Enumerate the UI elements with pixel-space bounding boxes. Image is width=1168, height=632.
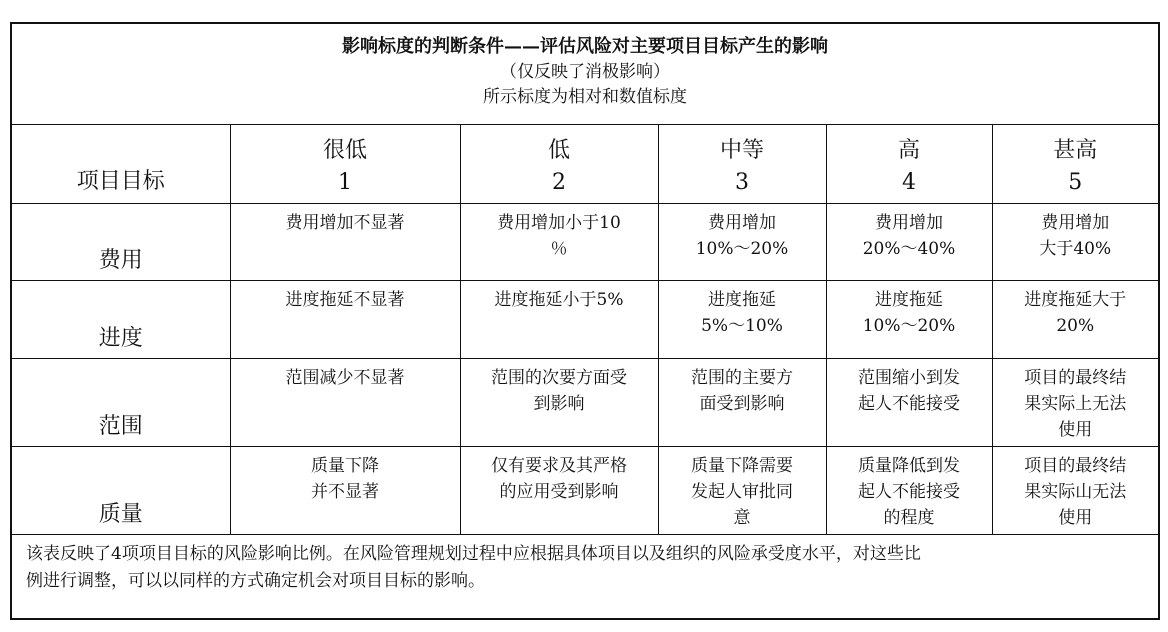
level-header-3 [658, 125, 826, 204]
corner-label: 项目目标 [12, 125, 230, 204]
level-label: 很低 [322, 138, 367, 163]
table-cell: 范围的主要方 面受到影响 [658, 359, 826, 447]
table-cell: 范围缩小到发 起人不能接受 [826, 359, 992, 447]
level-number: 5 [1068, 170, 1083, 195]
table-cell: 进度拖延不显著 [230, 281, 460, 359]
table-cell: 进度拖延小于5% [460, 281, 658, 359]
footnote-line-1: 该表反映了4项项目目标的风险影响比例。在风险管理规划过程中应根据具体项目以及组织的风险承受度水平，对这些比 [26, 544, 921, 564]
level-label: 高 [897, 138, 920, 163]
level-label: 甚高 [1053, 138, 1098, 163]
table-cell: 进度拖延 5%～10% [658, 281, 826, 359]
level-header-2 [460, 125, 658, 204]
level-number: 4 [902, 170, 916, 195]
table-header [12, 24, 1158, 125]
level-number: 2 [552, 170, 566, 195]
table-cell: 费用增加 20%～40% [826, 204, 992, 281]
table-cell: 项目的最终结 果实际上无法 使用 [992, 359, 1158, 447]
table-cell: 费用增加小于10 ％ [460, 204, 658, 281]
table-row-quality [12, 447, 1158, 535]
table-cell: 范围减少不显著 [230, 359, 460, 447]
level-number: 1 [338, 170, 352, 195]
impact-scale-table-frame [10, 22, 1160, 620]
table-cell: 进度拖延大于 20% [992, 281, 1158, 359]
table-title: 影响标度的判断条件——评估风险对主要项目目标产生的影响 [342, 36, 828, 57]
table-cell: 质量下降 并不显著 [230, 447, 460, 535]
table-cell: 费用增加不显著 [230, 204, 460, 281]
table-cell: 仅有要求及其严格 的应用受到影响 [460, 447, 658, 535]
level-label: 低 [547, 138, 570, 163]
row-label-quality: 质量 [12, 447, 230, 535]
table-row-scope [12, 359, 1158, 447]
row-label-scope: 范围 [12, 359, 230, 447]
level-header-4 [826, 125, 992, 204]
table-cell: 进度拖延 10%～20% [826, 281, 992, 359]
table-cell: 项目的最终结 果实际山无法 使用 [992, 447, 1158, 535]
table-footnote [12, 535, 1158, 602]
table-cell: 费用增加 大于40% [992, 204, 1158, 281]
table-subtitle: （仅反映了消极影响） [500, 62, 670, 82]
level-number: 3 [735, 170, 749, 195]
table-row-cost [12, 204, 1158, 281]
table-cell: 范围的次要方面受 到影响 [460, 359, 658, 447]
table-cell: 质量降低到发 起人不能接受 的程度 [826, 447, 992, 535]
table-cell: 费用增加 10%～20% [658, 204, 826, 281]
row-label-cost: 费用 [12, 204, 230, 281]
table-cell: 质量下降需要 发起人审批同 意 [658, 447, 826, 535]
table-row-schedule [12, 281, 1158, 359]
table-subtitle-2: 所示标度为相对和数值标度 [483, 87, 687, 107]
row-label-schedule: 进度 [12, 281, 230, 359]
impact-scale-table [12, 24, 1158, 601]
level-header-5 [992, 125, 1158, 204]
level-header-1 [230, 125, 460, 204]
footnote-line-2: 例进行调整，可以以同样的方式确定机会对项目目标的影响。 [26, 571, 485, 591]
level-label: 中等 [719, 138, 764, 163]
